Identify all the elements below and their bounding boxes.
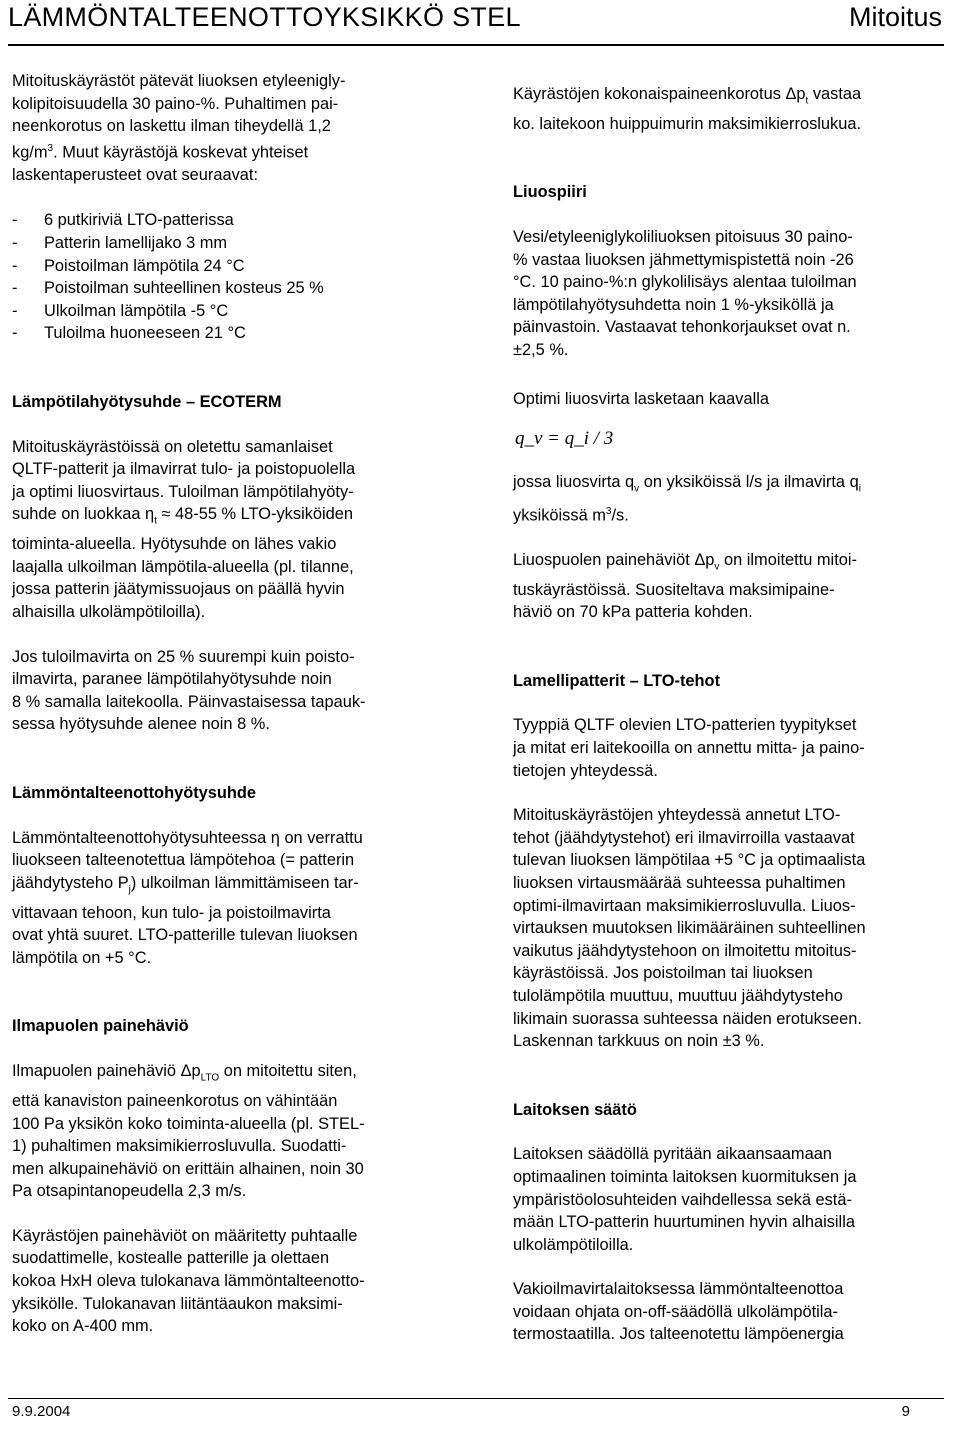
section-title: Mitoitus bbox=[848, 2, 942, 32]
list-item: - Poistoilman lämpötila 24 °C bbox=[12, 256, 245, 275]
optimum-paragraph: Optimi liuosvirta lasketaan kaavalla bbox=[513, 389, 769, 408]
airflow-paragraph: Jos tuloilmavirta on 25 % suurempi kuin poisto- ilmavirta, paranee lämpötilahyötysuhde noin 8 % samalla laitekoolla. Päinvastaisessa tapauk- sessa hyötysuhde alenee noin 8 %. bbox=[12, 647, 366, 734]
heading-pressure: Ilmapuolen painehäviö bbox=[12, 1017, 189, 1036]
page-number: 9 bbox=[901, 1403, 910, 1420]
list-item: - Tuloilma huoneeseen 21 °C bbox=[12, 324, 246, 343]
circuit-paragraph: Vesi/etyleeniglykoliliuoksen pitoisuus 30 paino- % vastaa liuoksen jähmettymispistettä noin -26 °C. 10 paino-%:n glykolilisäys alentaa tuloilman lämpötilahyötysuhdetta noin 1 %-yksiköllä ja päinvastoin. Vastaavat tehonkorjaukset ovat n. ±2,5 %. bbox=[513, 228, 857, 360]
total-pressure-paragraph: Käyrästöjen kokonaispaineenkorotus $\Delta p_t$ vastaa ko. laitekoon huippuimurin maksimikierroslukua. bbox=[513, 85, 862, 133]
heading-efficiency: Lämpötilahyötysuhde – ECOTERM bbox=[12, 393, 282, 411]
heading-circuit: Liuospiiri bbox=[513, 183, 587, 202]
formula: q_v = q_i / 3 bbox=[515, 428, 614, 450]
document-title: LÄMMÖNTALTEENOTTOYKSIKKÖ STEL bbox=[8, 2, 521, 32]
pressure-paragraph: Ilmapuolen painehäviö $\Delta p_{LTO}$ on mitoitettu siten, että kanaviston paineenkorotus on vähintään 100 Pa yksikön koko toiminta-alueella (pl. STEL- 1) puhaltimen maksimikierrosluvulla. Suodatti- men alkupainehäviö on erittäin alhainen, noin 30 Pa otsapintanopeudella 2,3 m/s. bbox=[12, 1062, 365, 1201]
heading-recovery: Lämmöntalteenottohyötysuhde bbox=[12, 784, 257, 802]
control-paragraph: Laitoksen säädöllä pyritään aikaansaamaan optimaalinen toiminta laitoksen kuormituksen ja ympäristöolosuhteiden vaihdellessa sekä estä- mään LTO-patterin huurtuminen hyvin alhaisilla ulkolämpötiloilla. bbox=[513, 1145, 857, 1254]
liquid-loss-paragraph: Liuospuolen painehäviöt $\Delta p_v$ on ilmoitettu mitoi- tuskäyrästöissä. Suositeltava maksimipaine- häviö on 70 kPa patteria kohden. bbox=[513, 550, 857, 622]
lamella-paragraph: Tyyppiä QLTF olevien LTO-patterien tyypitykset ja mitat eri laitekooilla on annettu mitta- ja paino- tietojen yhteydessä. bbox=[513, 716, 865, 780]
list-item: - Poistoilman suhteellinen kosteus 25 % bbox=[12, 279, 324, 298]
list-item: - 6 putkiriviä LTO-patterissa bbox=[12, 211, 234, 230]
left-column bbox=[12, 70, 452, 1338]
intro-paragraph: Mitoituskäyrästöt pätevät liuoksen etyleenigly- kolipitoisuudella 30 paino-%. Puhaltimen pai- neenkorotus on laskettu ilman tiheydellä 1,2 $kg/m^3$. Muut käyrästöjä koskevat yhteiset laskentaperusteet ovat seuraavat: bbox=[12, 72, 346, 184]
page-footer bbox=[8, 1398, 944, 1429]
curves-paragraph: Käyrästöjen painehäviöt on määritetty puhtaalle suodattimelle, kostealle patterille ja olettaen kokoa HxH oleva tulokanava lämmöntalteenotto- yksikölle. Tulokanavan liitäntäaukon maksimi- koko on A-400 mm. bbox=[12, 1226, 365, 1336]
heading-control: Laitoksen säätö bbox=[513, 1100, 637, 1119]
list-item: - Patterin lamellijako 3 mm bbox=[12, 234, 228, 253]
page-header bbox=[8, 0, 944, 46]
constant-flow-paragraph: Vakioilmavirtalaitoksessa lämmöntalteenottoa voidaan ohjata on-off-säädöllä ulkolämpötila- termostaatilla. Jos talteenotettu lämpöenergia bbox=[513, 1280, 844, 1344]
efficiency-paragraph: Mitoituskäyrästöissä on oletettu samanlaiset QLTF-patterit ja ilmavirrat tulo- ja poistopuolella ja optimi liuosvirtaus. Tuloilman lämpötilahyöty- suhde on luokkaa $\eta_t \approx 48-55$ % LTO-yksiköiden toiminta-alueella. Hyötysuhde on lähes vakio laajalla ulkoilman lämpötila-alueella (pl. tilanne, jossa patterin jäätymissuojaus on päällä hyvin alhaisilla ulkolämpötiloilla). bbox=[12, 437, 356, 622]
units-paragraph: jossa liuosvirta $q_v$ on yksiköissä l/s ja ilmavirta $q_i$ yksiköissä $m^3/s$. bbox=[513, 472, 861, 525]
assumption-list bbox=[12, 209, 452, 345]
recovery-paragraph: Lämmöntalteenottohyötysuhteessa η on verrattu liuokseen talteenotettua lämpötehoa (= patterin jäähdytysteho $P_j$) ulkoilman lämmittämiseen tar- vittavaan tehoon, kun tulo- ja poistoilmavirta ovat yhtä suuret. LTO-patterille tulevan liuoksen lämpötila on +5 °C. bbox=[12, 828, 363, 967]
footer-date: 9.9.2004 bbox=[12, 1403, 71, 1420]
right-column bbox=[513, 83, 953, 1346]
sizing-paragraph: Mitoituskäyrästöjen yhteydessä annetut LTO- tehot (jäähdytystehot) eri ilmavirroilla vastaavat tulevan liuoksen lämpötilaa +5 °C ja optimaalista liuoksen virtausmäärää suhteessa puhaltimen optimi-ilmavirtaan maksimikierrosluvulla. Liuos- virtauksen muutoksen likimääräinen suhteellinen vaikutus jäähdytystehoon on ilmoitettu mitoitus- käyrästöissä. Jos poistoilman tai liuoksen tulolämpötila muuttuu, muuttuu jäähdytysteho likimain suorassa suhteessa näiden erotukseen. Laskennan tarkkuus on noin ±3 %. bbox=[513, 806, 866, 1051]
heading-lamella: Lamellipatterit – LTO-tehot bbox=[513, 671, 721, 690]
list-item: - Ulkoilman lämpötila -5 °C bbox=[12, 301, 229, 320]
